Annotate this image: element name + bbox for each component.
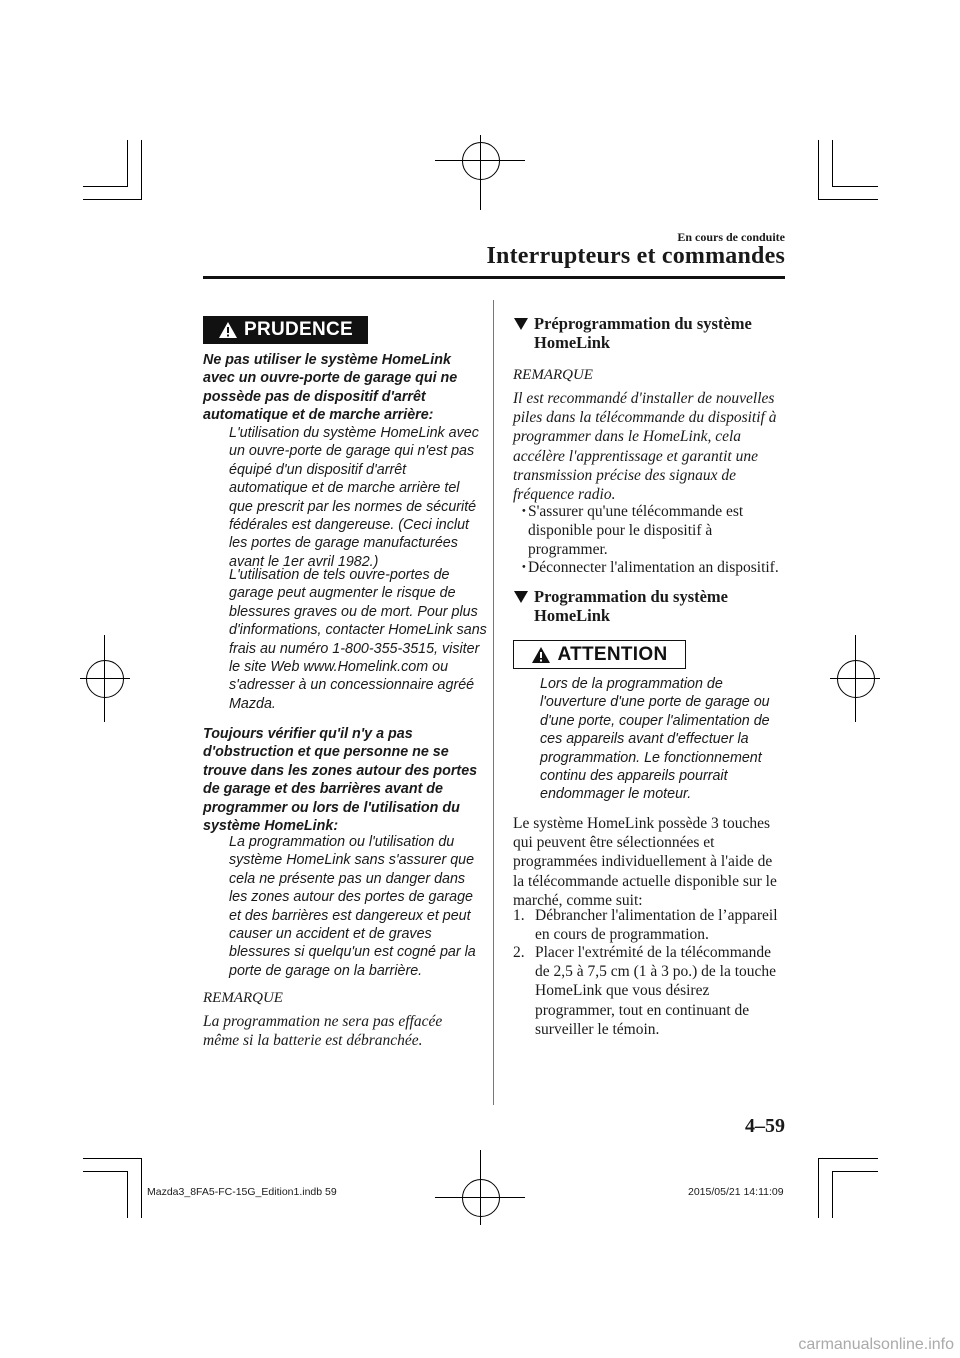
section-label: En cours de conduite — [677, 230, 785, 244]
remarque-heading-right: REMARQUE — [513, 367, 593, 383]
body-paragraph: Le système HomeLink possède 3 touches qui peuvent être sélectionnées et programmées individuellement à l'aide de la télécommande actuelle disponible sur le marché, comme suit: — [513, 815, 777, 909]
header-rule — [203, 276, 785, 279]
page-number: 4–59 — [745, 1115, 785, 1137]
page-title: Interrupteurs et commandes — [486, 243, 785, 269]
prudence-label: PRUDENCE — [243, 319, 354, 340]
warning2-heading: Toujours vérifier qu'il n'y a pas d'obstruction et que personne ne se trouve dans les zones autour des portes de garage et des barrières avant de programmer ou lors de l'utilisation du système HomeLink: — [203, 726, 478, 835]
section-heading-preprogramming: Préprogrammation du système HomeLink — [513, 315, 783, 352]
triangle-down-icon — [513, 317, 529, 331]
attention-text: Lors de la programmation de l'ouverture d'une porte de garage ou d'une porte, couper l'alimentation de ces appareils avant d'effectuer la programmation. Le fonctionnement continu des appareils pourrait endommager le moteur. — [540, 676, 770, 803]
remarque-text-left: La programmation ne sera pas effacée même si la batterie est débranchée. — [203, 1013, 443, 1050]
warning-icon — [531, 646, 551, 664]
attention-label: ATTENTION — [557, 643, 668, 665]
triangle-down-icon — [513, 590, 529, 604]
watermark: carmanualsonline.info — [798, 1336, 954, 1353]
prudence-banner — [203, 316, 368, 344]
warning1-text: L'utilisation du système HomeLink avec un ouvre-porte de garage qui n'est pas équipé d'un dispositif d'arrêt automatique et de marche arrière tel que prescrit par les normes de sécurité fédérales est dangereuse. (Ceci inclut les portes de garage manufacturées avant le 1er avril 1982.) — [229, 425, 479, 570]
column-divider — [493, 300, 494, 1105]
footer-file: Mazda3_8FA5-FC-15G_Edition1.indb 59 — [147, 1186, 337, 1198]
warning2-text: La programmation ou l'utilisation du système HomeLink sans s'assurer que cela ne présente pas un danger dans les zones autour des portes de garage et des barrières est dangereux et peut causer un accident et de graves blessures si quelqu'un est cogné par la porte de garage on la barrière. — [229, 834, 476, 979]
warning-icon — [218, 321, 238, 339]
footer-timestamp: 2015/05/21 14:11:09 — [688, 1186, 784, 1198]
warning1-text-2: L'utilisation de tels ouvre-portes de garage peut augmenter le risque de blessures graves ou de mort. Pour plus d'informations, contacter HomeLink sans frais au numéro 1-800-355-3515, visiter le site Web www.Homelink.com ou s'adresser à un concessionnaire agréé Mazda. — [229, 567, 487, 712]
list-item: 1. Débrancher l'alimentation de l’appareil en cours de programmation. — [513, 907, 778, 944]
list-item: 2. Placer l'extrémité de la télécommande de 2,5 à 7,5 cm (1 à 3 po.) de la touche HomeLink que vous désirez programmer, tout en continuant de surveiller le témoin. — [513, 944, 777, 1038]
remarque-text-right: Il est recommandé d'installer de nouvelles piles dans la télécommande du dispositif à programmer dans le HomeLink, cela accélère l'apprentissage et garantit une transmission précise des signaux de fréquence radio. — [513, 390, 777, 504]
list-item: ･ S'assurer qu'une télécommande est disponible pour le dispositif à programmer. — [520, 503, 744, 558]
attention-banner — [513, 640, 686, 669]
list-item: ･ Déconnecter l'alimentation an dispositif. — [520, 559, 779, 576]
remarque-heading-left: REMARQUE — [203, 990, 283, 1006]
section-heading-programming: Programmation du système HomeLink — [513, 588, 783, 625]
warning1-heading: Ne pas utiliser le système HomeLink avec un ouvre-porte de garage qui ne possède pas de dispositif d'arrêt automatique et de marche arrière: — [203, 352, 458, 424]
